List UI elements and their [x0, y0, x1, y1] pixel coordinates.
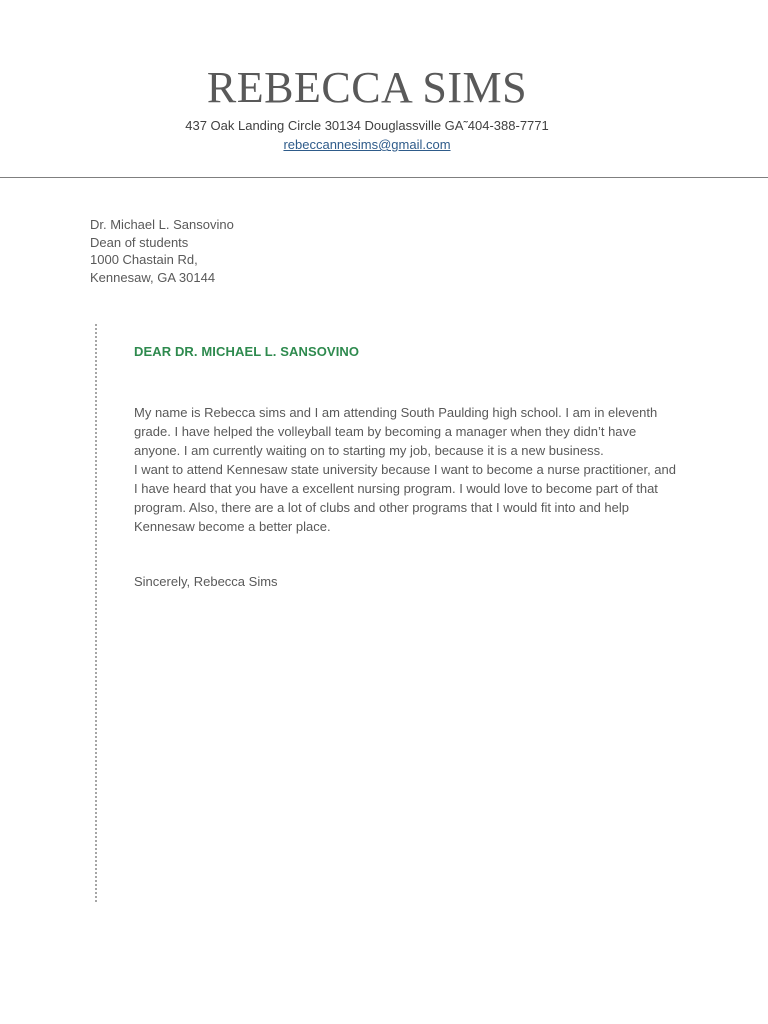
recipient-city: Kennesaw, GA 30144	[90, 269, 216, 285]
letter-body-block	[95, 324, 687, 902]
paragraph-reason: I want to attend Kennesaw state university because I want to become a nurse practitioner, and I have heard that you have a excellent nursing program. I would love to become part of that program. Also, there are a lot of clubs and other programs that I would fit into and help Kennesaw become a better place.	[134, 462, 676, 534]
letterhead	[0, 60, 734, 154]
salutation: DEAR DR. MICHAEL L. SANSOVINO	[134, 344, 360, 359]
sender-name: REBECCA SIMS	[206, 63, 528, 112]
closing-signature: Sincerely, Rebecca Sims	[134, 574, 278, 589]
recipient-name: Dr. Michael L. Sansovino	[90, 217, 234, 232]
sender-contact: 437 Oak Landing Circle 30134 Douglassville GA˜404-388-7771	[185, 118, 549, 133]
letter-content	[134, 403, 682, 536]
recipient-title: Dean of students	[90, 234, 189, 250]
paragraph-intro: My name is Rebecca sims and I am attending South Paulding high school. I am in eleventh grade. I have helped the volleyball team by becoming a manager when they didn’t have anyone. I am currently waiting on to starting my job, because it is a new business.	[134, 405, 658, 458]
recipient-street: 1000 Chastain Rd,	[90, 252, 198, 267]
sender-email-link[interactable]: rebeccannesims@gmail.com	[283, 137, 451, 152]
recipient-address	[90, 216, 234, 286]
header-divider	[0, 177, 768, 178]
